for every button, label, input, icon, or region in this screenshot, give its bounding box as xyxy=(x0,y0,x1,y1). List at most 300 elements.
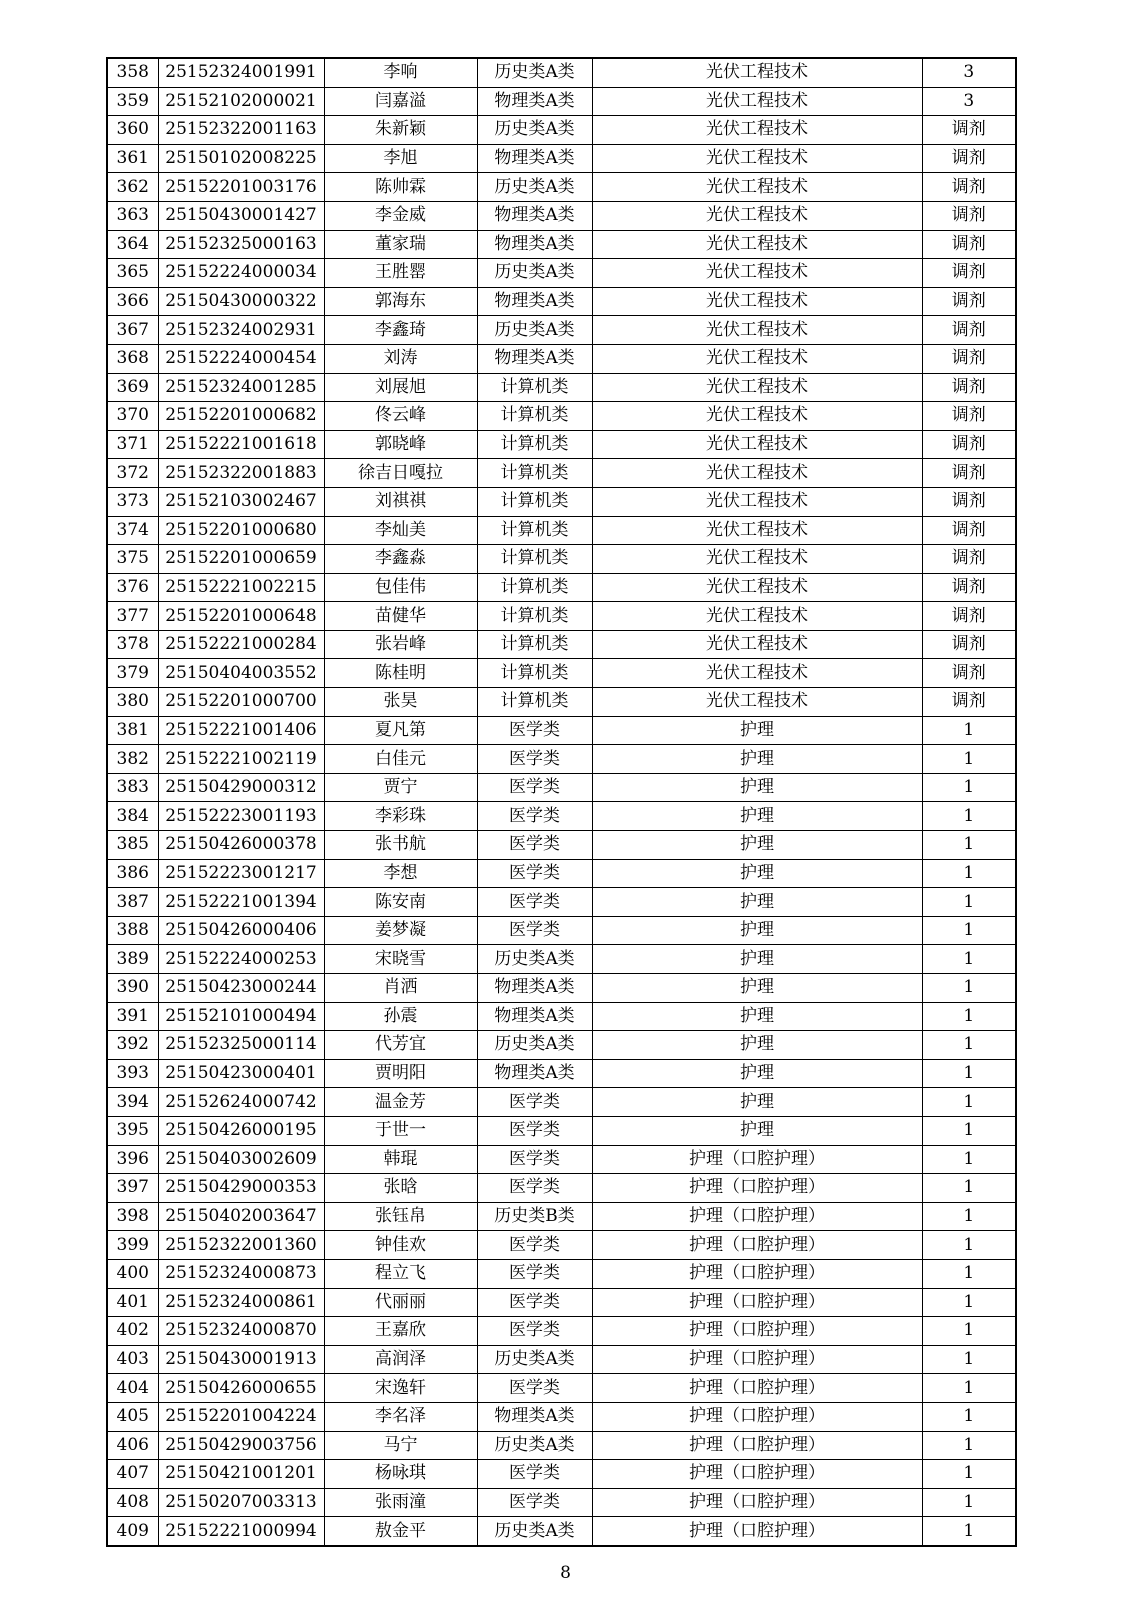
cell-name: 张昊 xyxy=(324,688,477,717)
cell-rank: 调剂 xyxy=(922,487,1016,516)
table-body xyxy=(107,58,1016,1546)
cell-major: 光伏工程技术 xyxy=(592,58,922,87)
cell-candidate-id: 25150429003756 xyxy=(158,1431,324,1460)
table-row xyxy=(107,1002,1016,1031)
cell-name: 代芳宜 xyxy=(324,1031,477,1060)
page-number: 8 xyxy=(560,1563,571,1583)
cell-candidate-id: 25152223001217 xyxy=(158,859,324,888)
table-row xyxy=(107,1288,1016,1317)
cell-category: 物理类A类 xyxy=(477,87,592,116)
cell-major: 护理 xyxy=(592,1002,922,1031)
cell-name: 温金芳 xyxy=(324,1088,477,1117)
cell-rank: 1 xyxy=(922,1088,1016,1117)
cell-rank: 1 xyxy=(922,831,1016,860)
cell-candidate-id: 25152322001883 xyxy=(158,459,324,488)
cell-major: 护理 xyxy=(592,888,922,917)
cell-name: 贾宁 xyxy=(324,773,477,802)
cell-name: 代丽丽 xyxy=(324,1288,477,1317)
cell-rank: 调剂 xyxy=(922,573,1016,602)
cell-category: 医学类 xyxy=(477,716,592,745)
cell-seq-no: 373 xyxy=(107,487,158,516)
table-row xyxy=(107,1259,1016,1288)
cell-category: 计算机类 xyxy=(477,373,592,402)
cell-rank: 1 xyxy=(922,1231,1016,1260)
cell-category: 医学类 xyxy=(477,773,592,802)
table-row xyxy=(107,831,1016,860)
cell-seq-no: 389 xyxy=(107,945,158,974)
cell-candidate-id: 25152324001285 xyxy=(158,373,324,402)
cell-rank: 1 xyxy=(922,1317,1016,1346)
table-row xyxy=(107,888,1016,917)
cell-candidate-id: 25152224000034 xyxy=(158,259,324,288)
cell-seq-no: 401 xyxy=(107,1288,158,1317)
cell-name: 程立飞 xyxy=(324,1259,477,1288)
table-row xyxy=(107,859,1016,888)
cell-category: 历史类A类 xyxy=(477,259,592,288)
cell-name: 李鑫淼 xyxy=(324,545,477,574)
cell-major: 光伏工程技术 xyxy=(592,373,922,402)
cell-name: 贾明阳 xyxy=(324,1059,477,1088)
table-row xyxy=(107,1059,1016,1088)
cell-category: 历史类A类 xyxy=(477,1031,592,1060)
cell-category: 医学类 xyxy=(477,1088,592,1117)
cell-name: 王胜罂 xyxy=(324,259,477,288)
cell-rank: 1 xyxy=(922,802,1016,831)
table-row xyxy=(107,1317,1016,1346)
cell-major: 光伏工程技术 xyxy=(592,201,922,230)
cell-seq-no: 405 xyxy=(107,1402,158,1431)
cell-major: 光伏工程技术 xyxy=(592,402,922,431)
cell-rank: 1 xyxy=(922,773,1016,802)
cell-candidate-id: 25150430000322 xyxy=(158,287,324,316)
cell-seq-no: 392 xyxy=(107,1031,158,1060)
cell-name: 张岩峰 xyxy=(324,630,477,659)
cell-major: 光伏工程技术 xyxy=(592,116,922,145)
cell-category: 历史类A类 xyxy=(477,116,592,145)
cell-candidate-id: 25150423000244 xyxy=(158,974,324,1003)
table-row xyxy=(107,745,1016,774)
cell-rank: 调剂 xyxy=(922,659,1016,688)
cell-seq-no: 395 xyxy=(107,1116,158,1145)
cell-candidate-id: 25152101000494 xyxy=(158,1002,324,1031)
cell-major: 护理 xyxy=(592,745,922,774)
cell-candidate-id: 25150423000401 xyxy=(158,1059,324,1088)
cell-rank: 1 xyxy=(922,888,1016,917)
cell-name: 李响 xyxy=(324,58,477,87)
cell-major: 光伏工程技术 xyxy=(592,659,922,688)
table-row xyxy=(107,1460,1016,1489)
cell-major: 护理 xyxy=(592,1088,922,1117)
cell-seq-no: 368 xyxy=(107,344,158,373)
cell-name: 钟佳欢 xyxy=(324,1231,477,1260)
table-row xyxy=(107,1231,1016,1260)
cell-seq-no: 388 xyxy=(107,916,158,945)
cell-name: 肖洒 xyxy=(324,974,477,1003)
cell-rank: 调剂 xyxy=(922,459,1016,488)
table-row xyxy=(107,573,1016,602)
table-row xyxy=(107,316,1016,345)
cell-candidate-id: 25152224000454 xyxy=(158,344,324,373)
cell-major: 护理 xyxy=(592,716,922,745)
cell-rank: 调剂 xyxy=(922,545,1016,574)
cell-candidate-id: 25152325000163 xyxy=(158,230,324,259)
cell-candidate-id: 25152221001618 xyxy=(158,430,324,459)
cell-seq-no: 387 xyxy=(107,888,158,917)
cell-major: 护理 xyxy=(592,1116,922,1145)
cell-rank: 1 xyxy=(922,1202,1016,1231)
cell-name: 白佳元 xyxy=(324,745,477,774)
cell-category: 医学类 xyxy=(477,1488,592,1517)
cell-category: 计算机类 xyxy=(477,487,592,516)
cell-major: 护理（口腔护理） xyxy=(592,1317,922,1346)
cell-candidate-id: 25152221001406 xyxy=(158,716,324,745)
cell-seq-no: 406 xyxy=(107,1431,158,1460)
table-row xyxy=(107,630,1016,659)
cell-seq-no: 369 xyxy=(107,373,158,402)
cell-seq-no: 375 xyxy=(107,545,158,574)
cell-category: 物理类A类 xyxy=(477,974,592,1003)
cell-name: 苗健华 xyxy=(324,602,477,631)
cell-name: 宋晓雪 xyxy=(324,945,477,974)
cell-seq-no: 359 xyxy=(107,87,158,116)
cell-candidate-id: 25152103002467 xyxy=(158,487,324,516)
cell-rank: 1 xyxy=(922,1374,1016,1403)
cell-name: 佟云峰 xyxy=(324,402,477,431)
cell-category: 历史类A类 xyxy=(477,1517,592,1546)
cell-rank: 1 xyxy=(922,859,1016,888)
cell-name: 李旭 xyxy=(324,144,477,173)
cell-seq-no: 409 xyxy=(107,1517,158,1546)
cell-category: 计算机类 xyxy=(477,402,592,431)
cell-rank: 调剂 xyxy=(922,173,1016,202)
cell-rank: 1 xyxy=(922,916,1016,945)
cell-rank: 调剂 xyxy=(922,116,1016,145)
cell-name: 孙震 xyxy=(324,1002,477,1031)
table-row xyxy=(107,802,1016,831)
cell-rank: 1 xyxy=(922,1488,1016,1517)
cell-candidate-id: 25150429000312 xyxy=(158,773,324,802)
cell-candidate-id: 25150102008225 xyxy=(158,144,324,173)
cell-major: 光伏工程技术 xyxy=(592,316,922,345)
cell-major: 光伏工程技术 xyxy=(592,487,922,516)
cell-rank: 1 xyxy=(922,1431,1016,1460)
cell-candidate-id: 25152201003176 xyxy=(158,173,324,202)
cell-major: 光伏工程技术 xyxy=(592,459,922,488)
cell-major: 护理（口腔护理） xyxy=(592,1460,922,1489)
cell-seq-no: 380 xyxy=(107,688,158,717)
cell-category: 医学类 xyxy=(477,1259,592,1288)
cell-name: 姜梦凝 xyxy=(324,916,477,945)
cell-rank: 1 xyxy=(922,745,1016,774)
cell-candidate-id: 25150404003552 xyxy=(158,659,324,688)
cell-seq-no: 402 xyxy=(107,1317,158,1346)
cell-candidate-id: 25150426000378 xyxy=(158,831,324,860)
cell-name: 张书航 xyxy=(324,831,477,860)
cell-major: 护理（口腔护理） xyxy=(592,1374,922,1403)
cell-rank: 1 xyxy=(922,974,1016,1003)
cell-category: 计算机类 xyxy=(477,459,592,488)
cell-rank: 调剂 xyxy=(922,316,1016,345)
cell-name: 李金威 xyxy=(324,201,477,230)
table-row xyxy=(107,602,1016,631)
cell-rank: 1 xyxy=(922,1517,1016,1546)
cell-rank: 1 xyxy=(922,1059,1016,1088)
cell-candidate-id: 25152201000648 xyxy=(158,602,324,631)
cell-seq-no: 393 xyxy=(107,1059,158,1088)
cell-candidate-id: 25152324000861 xyxy=(158,1288,324,1317)
cell-major: 护理（口腔护理） xyxy=(592,1174,922,1203)
cell-name: 刘展旭 xyxy=(324,373,477,402)
cell-candidate-id: 25150426000655 xyxy=(158,1374,324,1403)
cell-candidate-id: 25152102000021 xyxy=(158,87,324,116)
cell-candidate-id: 25152322001360 xyxy=(158,1231,324,1260)
cell-major: 光伏工程技术 xyxy=(592,545,922,574)
cell-name: 马宁 xyxy=(324,1431,477,1460)
cell-rank: 调剂 xyxy=(922,373,1016,402)
table-row xyxy=(107,459,1016,488)
cell-major: 护理 xyxy=(592,1059,922,1088)
cell-rank: 1 xyxy=(922,1145,1016,1174)
cell-candidate-id: 25152324000870 xyxy=(158,1317,324,1346)
cell-seq-no: 362 xyxy=(107,173,158,202)
table-row xyxy=(107,1345,1016,1374)
cell-category: 医学类 xyxy=(477,1460,592,1489)
admission-list-table xyxy=(106,57,1017,1547)
cell-rank: 调剂 xyxy=(922,430,1016,459)
cell-name: 敖金平 xyxy=(324,1517,477,1546)
cell-rank: 1 xyxy=(922,1402,1016,1431)
cell-candidate-id: 25152201000682 xyxy=(158,402,324,431)
cell-seq-no: 396 xyxy=(107,1145,158,1174)
cell-seq-no: 365 xyxy=(107,259,158,288)
cell-candidate-id: 25152201000659 xyxy=(158,545,324,574)
cell-category: 医学类 xyxy=(477,916,592,945)
cell-name: 王嘉欣 xyxy=(324,1317,477,1346)
cell-seq-no: 403 xyxy=(107,1345,158,1374)
cell-name: 张钰帛 xyxy=(324,1202,477,1231)
cell-major: 光伏工程技术 xyxy=(592,230,922,259)
cell-category: 计算机类 xyxy=(477,602,592,631)
table-row xyxy=(107,116,1016,145)
cell-major: 光伏工程技术 xyxy=(592,516,922,545)
cell-category: 医学类 xyxy=(477,1116,592,1145)
table-row xyxy=(107,1517,1016,1546)
table-row xyxy=(107,373,1016,402)
cell-category: 历史类A类 xyxy=(477,58,592,87)
cell-category: 计算机类 xyxy=(477,688,592,717)
cell-category: 计算机类 xyxy=(477,545,592,574)
cell-major: 护理（口腔护理） xyxy=(592,1488,922,1517)
cell-rank: 1 xyxy=(922,716,1016,745)
cell-category: 医学类 xyxy=(477,859,592,888)
table-row xyxy=(107,1202,1016,1231)
table-row xyxy=(107,1116,1016,1145)
table-row xyxy=(107,87,1016,116)
cell-major: 光伏工程技术 xyxy=(592,630,922,659)
cell-name: 闫嘉溢 xyxy=(324,87,477,116)
table-row xyxy=(107,344,1016,373)
cell-candidate-id: 25152221002119 xyxy=(158,745,324,774)
cell-major: 光伏工程技术 xyxy=(592,602,922,631)
cell-major: 护理（口腔护理） xyxy=(592,1145,922,1174)
table-row xyxy=(107,58,1016,87)
cell-rank: 调剂 xyxy=(922,602,1016,631)
cell-seq-no: 377 xyxy=(107,602,158,631)
cell-category: 医学类 xyxy=(477,888,592,917)
cell-category: 计算机类 xyxy=(477,430,592,459)
table-row xyxy=(107,173,1016,202)
cell-rank: 调剂 xyxy=(922,201,1016,230)
cell-name: 李鑫琦 xyxy=(324,316,477,345)
cell-name: 高润泽 xyxy=(324,1345,477,1374)
cell-candidate-id: 25152624000742 xyxy=(158,1088,324,1117)
cell-rank: 1 xyxy=(922,1345,1016,1374)
table-row xyxy=(107,1174,1016,1203)
cell-major: 光伏工程技术 xyxy=(592,173,922,202)
table-row xyxy=(107,1488,1016,1517)
cell-major: 光伏工程技术 xyxy=(592,430,922,459)
table-row xyxy=(107,1402,1016,1431)
cell-seq-no: 370 xyxy=(107,402,158,431)
table-row xyxy=(107,516,1016,545)
cell-candidate-id: 25152221001394 xyxy=(158,888,324,917)
table-row xyxy=(107,945,1016,974)
cell-seq-no: 407 xyxy=(107,1460,158,1489)
cell-rank: 调剂 xyxy=(922,230,1016,259)
cell-candidate-id: 25152201000680 xyxy=(158,516,324,545)
table-row xyxy=(107,430,1016,459)
cell-rank: 1 xyxy=(922,945,1016,974)
cell-seq-no: 374 xyxy=(107,516,158,545)
cell-name: 张雨潼 xyxy=(324,1488,477,1517)
cell-category: 医学类 xyxy=(477,802,592,831)
cell-candidate-id: 25150402003647 xyxy=(158,1202,324,1231)
cell-seq-no: 394 xyxy=(107,1088,158,1117)
cell-category: 计算机类 xyxy=(477,659,592,688)
table-row xyxy=(107,259,1016,288)
cell-candidate-id: 25150430001427 xyxy=(158,201,324,230)
cell-seq-no: 367 xyxy=(107,316,158,345)
cell-name: 杨咏琪 xyxy=(324,1460,477,1489)
cell-category: 医学类 xyxy=(477,1288,592,1317)
cell-seq-no: 372 xyxy=(107,459,158,488)
cell-seq-no: 391 xyxy=(107,1002,158,1031)
cell-major: 光伏工程技术 xyxy=(592,287,922,316)
cell-major: 护理（口腔护理） xyxy=(592,1288,922,1317)
cell-name: 李想 xyxy=(324,859,477,888)
cell-rank: 调剂 xyxy=(922,287,1016,316)
cell-major: 护理 xyxy=(592,773,922,802)
cell-category: 物理类A类 xyxy=(477,1002,592,1031)
cell-seq-no: 384 xyxy=(107,802,158,831)
cell-candidate-id: 25150421001201 xyxy=(158,1460,324,1489)
cell-seq-no: 386 xyxy=(107,859,158,888)
cell-name: 陈桂明 xyxy=(324,659,477,688)
cell-rank: 调剂 xyxy=(922,630,1016,659)
cell-rank: 1 xyxy=(922,1460,1016,1489)
cell-category: 计算机类 xyxy=(477,573,592,602)
cell-seq-no: 358 xyxy=(107,58,158,87)
cell-rank: 3 xyxy=(922,58,1016,87)
cell-rank: 调剂 xyxy=(922,259,1016,288)
table-row xyxy=(107,974,1016,1003)
cell-name: 刘涛 xyxy=(324,344,477,373)
table-row xyxy=(107,688,1016,717)
cell-candidate-id: 25152322001163 xyxy=(158,116,324,145)
cell-major: 护理（口腔护理） xyxy=(592,1231,922,1260)
cell-candidate-id: 25152324002931 xyxy=(158,316,324,345)
cell-major: 护理 xyxy=(592,916,922,945)
cell-category: 物理类A类 xyxy=(477,144,592,173)
cell-major: 护理（口腔护理） xyxy=(592,1259,922,1288)
cell-seq-no: 385 xyxy=(107,831,158,860)
cell-category: 历史类A类 xyxy=(477,1345,592,1374)
cell-category: 医学类 xyxy=(477,1231,592,1260)
cell-candidate-id: 25150426000406 xyxy=(158,916,324,945)
table-row xyxy=(107,773,1016,802)
table-row xyxy=(107,916,1016,945)
cell-candidate-id: 25152221000994 xyxy=(158,1517,324,1546)
cell-name: 李名泽 xyxy=(324,1402,477,1431)
table-row xyxy=(107,1374,1016,1403)
cell-seq-no: 382 xyxy=(107,745,158,774)
cell-rank: 调剂 xyxy=(922,688,1016,717)
table-row xyxy=(107,716,1016,745)
cell-major: 护理 xyxy=(592,859,922,888)
cell-major: 护理 xyxy=(592,1031,922,1060)
cell-category: 医学类 xyxy=(477,1374,592,1403)
cell-name: 宋逸轩 xyxy=(324,1374,477,1403)
cell-name: 郭晓峰 xyxy=(324,430,477,459)
cell-category: 医学类 xyxy=(477,1317,592,1346)
cell-category: 计算机类 xyxy=(477,516,592,545)
cell-seq-no: 361 xyxy=(107,144,158,173)
cell-candidate-id: 25152201000700 xyxy=(158,688,324,717)
cell-candidate-id: 25152221000284 xyxy=(158,630,324,659)
cell-seq-no: 398 xyxy=(107,1202,158,1231)
cell-seq-no: 376 xyxy=(107,573,158,602)
cell-rank: 调剂 xyxy=(922,344,1016,373)
cell-rank: 1 xyxy=(922,1174,1016,1203)
cell-candidate-id: 25152223001193 xyxy=(158,802,324,831)
table-row xyxy=(107,1031,1016,1060)
cell-name: 夏凡第 xyxy=(324,716,477,745)
cell-category: 物理类A类 xyxy=(477,230,592,259)
cell-category: 医学类 xyxy=(477,831,592,860)
cell-name: 刘祺祺 xyxy=(324,487,477,516)
table-row xyxy=(107,402,1016,431)
cell-major: 光伏工程技术 xyxy=(592,144,922,173)
cell-major: 护理（口腔护理） xyxy=(592,1402,922,1431)
cell-category: 历史类B类 xyxy=(477,1202,592,1231)
cell-category: 历史类A类 xyxy=(477,1431,592,1460)
cell-major: 光伏工程技术 xyxy=(592,688,922,717)
table-row xyxy=(107,659,1016,688)
table-row xyxy=(107,487,1016,516)
cell-category: 历史类A类 xyxy=(477,316,592,345)
cell-category: 物理类A类 xyxy=(477,1059,592,1088)
cell-candidate-id: 25150429000353 xyxy=(158,1174,324,1203)
cell-rank: 3 xyxy=(922,87,1016,116)
cell-name: 陈安南 xyxy=(324,888,477,917)
cell-major: 护理（口腔护理） xyxy=(592,1202,922,1231)
cell-major: 护理（口腔护理） xyxy=(592,1431,922,1460)
cell-rank: 1 xyxy=(922,1002,1016,1031)
cell-name: 李灿美 xyxy=(324,516,477,545)
cell-seq-no: 379 xyxy=(107,659,158,688)
cell-category: 计算机类 xyxy=(477,630,592,659)
cell-name: 李彩珠 xyxy=(324,802,477,831)
